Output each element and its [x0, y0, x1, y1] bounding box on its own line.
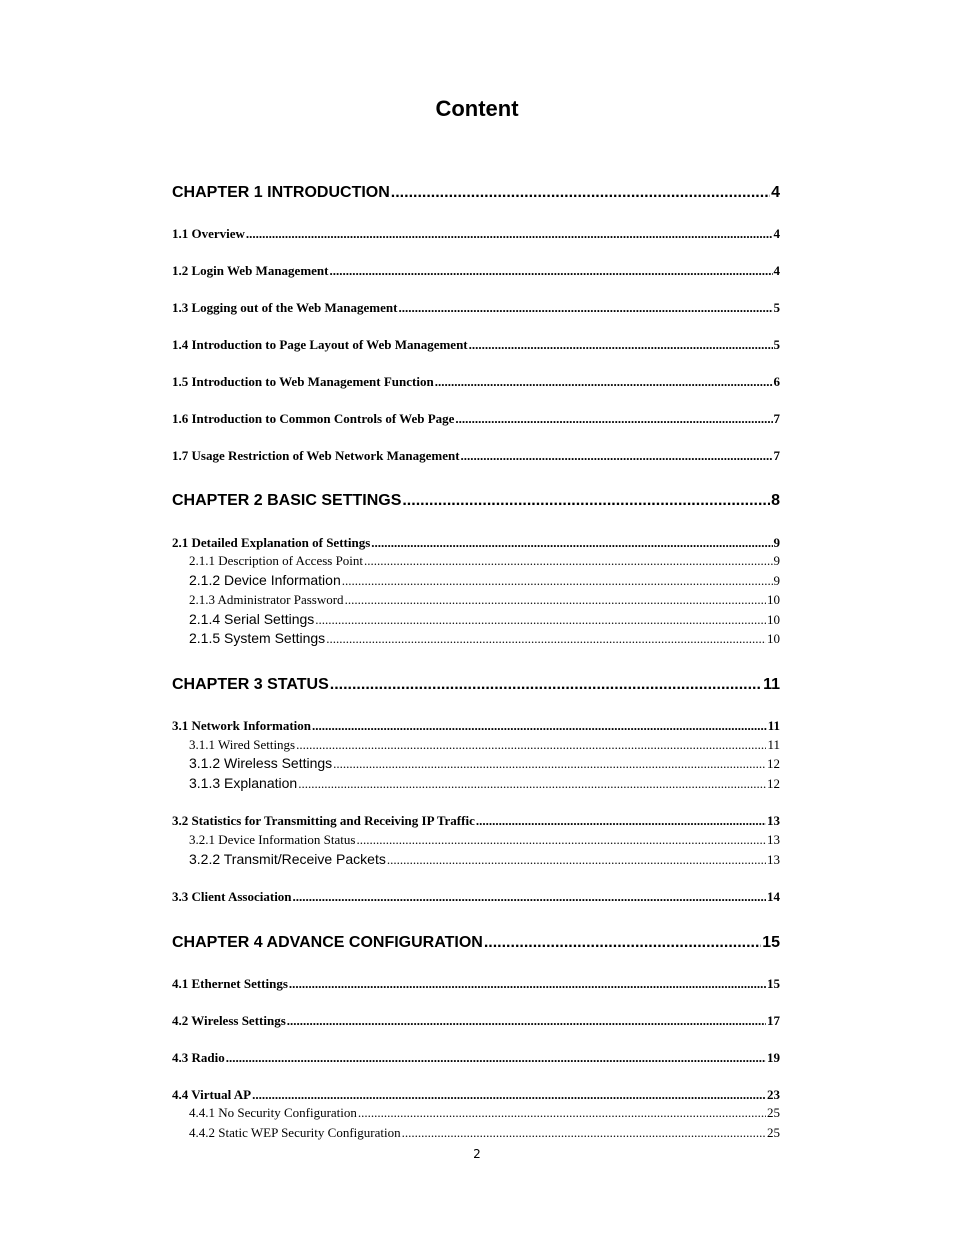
toc-subsection-4-4-2: [189, 1125, 780, 1141]
toc-leader: [398, 300, 772, 316]
toc-page-number: 25: [767, 1125, 780, 1140]
toc-label: 4.4.2 Static WEP Security Configuration: [189, 1125, 401, 1140]
toc-leader: [226, 1050, 766, 1066]
toc-label: CHAPTER 4 ADVANCE CONFIGURATION: [172, 934, 483, 951]
toc-page-number: 7: [773, 411, 780, 426]
toc-leader: [289, 976, 766, 992]
toc-section-1-3: [172, 300, 780, 316]
toc-label: 3.2 Statistics for Transmitting and Receiving IP Traffic: [172, 813, 475, 828]
toc-subsection-2-1-3: [189, 592, 780, 608]
toc-page-number: 5: [773, 337, 780, 352]
toc-leader: [469, 337, 773, 353]
toc-label: 1.2 Login Web Management: [172, 263, 329, 278]
toc-page-number: 15: [762, 934, 780, 951]
toc-page-number: 12: [767, 776, 780, 791]
toc-label: 3.3 Client Association: [172, 889, 292, 904]
toc-leader: [455, 411, 772, 427]
toc-label: 4.4 Virtual AP: [172, 1087, 252, 1102]
toc-page-number: 13: [767, 852, 780, 867]
toc-page-number: 9: [773, 535, 780, 550]
toc-page-number: 7: [773, 448, 780, 463]
toc-section-2-1: [172, 535, 780, 551]
toc-page-number: 11: [767, 718, 780, 733]
toc-leader: [333, 756, 766, 772]
toc-page-number: 17: [767, 1013, 780, 1028]
toc-leader: [252, 1087, 766, 1103]
toc-label: 2.1.3 Administrator Password: [189, 592, 344, 607]
toc-page-number: 6: [773, 374, 780, 389]
toc-label: 2.1.5 System Settings: [189, 630, 326, 646]
toc-page-number: 19: [767, 1050, 780, 1065]
toc-label: CHAPTER 2 BASIC SETTINGS: [172, 492, 402, 509]
toc-label: 1.7 Usage Restriction of Web Network Management: [172, 448, 460, 463]
toc-leader: [435, 374, 773, 390]
toc-section-3-3: [172, 889, 780, 905]
toc-label: 2.1.2 Device Information: [189, 572, 341, 588]
toc-page-number: 13: [767, 813, 780, 828]
toc-section-3-2: [172, 813, 780, 829]
toc-leader: [387, 852, 766, 868]
toc-leader: [476, 813, 766, 829]
toc-section-4-4: [172, 1087, 780, 1103]
toc-leader: [287, 1013, 766, 1029]
toc-section-4-2: [172, 1013, 780, 1029]
toc-leader: [296, 737, 766, 753]
toc-label: 3.1.2 Wireless Settings: [189, 755, 333, 771]
toc-page-number: 11: [763, 676, 780, 693]
toc-subsection-3-2-2: [189, 851, 780, 868]
page-title: Content: [435, 96, 519, 121]
toc-label: 2.1.1 Description of Access Point: [189, 553, 364, 568]
toc-page-number: 9: [773, 553, 780, 568]
toc-leader: [312, 718, 767, 734]
toc-leader: [484, 934, 761, 952]
toc-leader: [315, 612, 766, 628]
toc-page-number: 23: [767, 1087, 780, 1102]
toc-page-number: 8: [771, 492, 780, 509]
toc-section-3-1: [172, 718, 780, 734]
toc-section-1-4: [172, 337, 780, 353]
toc-label: 4.4.1 No Security Configuration: [189, 1105, 357, 1120]
toc-label: 2.1.4 Serial Settings: [189, 611, 315, 627]
toc-page-number: 5: [773, 300, 780, 315]
toc-page-number: 10: [767, 631, 780, 646]
toc-label: CHAPTER 1 INTRODUCTION: [172, 184, 390, 201]
toc-label: 3.1.1 Wired Settings: [189, 737, 296, 752]
toc-leader: [345, 592, 766, 608]
toc-subsection-3-1-2: [189, 755, 780, 772]
toc-section-4-3: [172, 1050, 780, 1066]
toc-page-number: 10: [767, 592, 780, 607]
toc-label: 1.4 Introduction to Page Layout of Web Management: [172, 337, 468, 352]
toc-page-number: 25: [767, 1105, 780, 1120]
toc-page-number: 12: [767, 756, 780, 771]
toc-chapter-2: [172, 492, 780, 510]
toc-subsection-2-1-1: [189, 553, 780, 569]
toc-leader: [461, 448, 773, 464]
toc-chapter-1: [172, 184, 780, 202]
toc-section-1-5: [172, 374, 780, 390]
toc-subsection-3-1-3: [189, 775, 780, 792]
toc-label: 3.2.1 Device Information Status: [189, 832, 356, 847]
toc-label: 1.3 Logging out of the Web Management: [172, 300, 398, 315]
toc-label: 4.1 Ethernet Settings: [172, 976, 288, 991]
toc-subsection-2-1-2: [189, 572, 780, 589]
page-number: 2: [473, 1147, 481, 1161]
toc-subsection-2-1-4: [189, 611, 780, 628]
toc-page-number: 4: [773, 226, 780, 241]
toc-page-number: 13: [767, 832, 780, 847]
toc-leader: [364, 553, 772, 569]
toc-chapter-4: [172, 934, 780, 952]
toc-label: CHAPTER 3 STATUS: [172, 676, 329, 693]
toc-leader: [342, 573, 773, 589]
toc-chapter-3: [172, 676, 780, 694]
toc-leader: [298, 776, 766, 792]
toc-label: 3.1 Network Information: [172, 718, 312, 733]
toc-leader: [402, 1125, 766, 1141]
toc-section-1-1: [172, 226, 780, 242]
toc-page-number: 15: [767, 976, 780, 991]
toc-subsection-2-1-5: [189, 630, 780, 647]
toc-leader: [402, 492, 770, 510]
toc-label: 3.1.3 Explanation: [189, 775, 298, 791]
toc-page-number: 10: [767, 612, 780, 627]
toc-section-1-6: [172, 411, 780, 427]
toc-label: 1.5 Introduction to Web Management Function: [172, 374, 434, 389]
toc-label: 1.1 Overview: [172, 226, 245, 241]
toc-label: 3.2.2 Transmit/Receive Packets: [189, 851, 386, 867]
toc-page-number: 9: [773, 573, 780, 588]
toc-leader: [358, 1105, 766, 1121]
toc-page-number: 14: [767, 889, 780, 904]
toc-page-number: 4: [771, 184, 780, 201]
toc-label: 4.3 Radio: [172, 1050, 225, 1065]
toc-page-number: 11: [767, 737, 780, 752]
toc-label: 2.1 Detailed Explanation of Settings: [172, 535, 371, 550]
toc-page-number: 4: [773, 263, 780, 278]
toc-leader: [326, 631, 766, 647]
toc-label: 1.6 Introduction to Common Controls of Web Page: [172, 411, 455, 426]
toc-leader: [356, 832, 766, 848]
toc-leader: [246, 226, 773, 242]
toc-section-4-1: [172, 976, 780, 992]
toc-leader: [330, 676, 762, 694]
toc-leader: [330, 263, 773, 279]
toc-leader: [371, 535, 772, 551]
toc-leader: [391, 184, 770, 202]
toc-section-1-2: [172, 263, 780, 279]
toc-section-1-7: [172, 448, 780, 464]
toc-subsection-3-2-1: [189, 832, 780, 848]
toc-leader: [293, 889, 766, 905]
toc-label: 4.2 Wireless Settings: [172, 1013, 286, 1028]
toc-subsection-3-1-1: [189, 737, 780, 753]
toc-subsection-4-4-1: [189, 1105, 780, 1121]
